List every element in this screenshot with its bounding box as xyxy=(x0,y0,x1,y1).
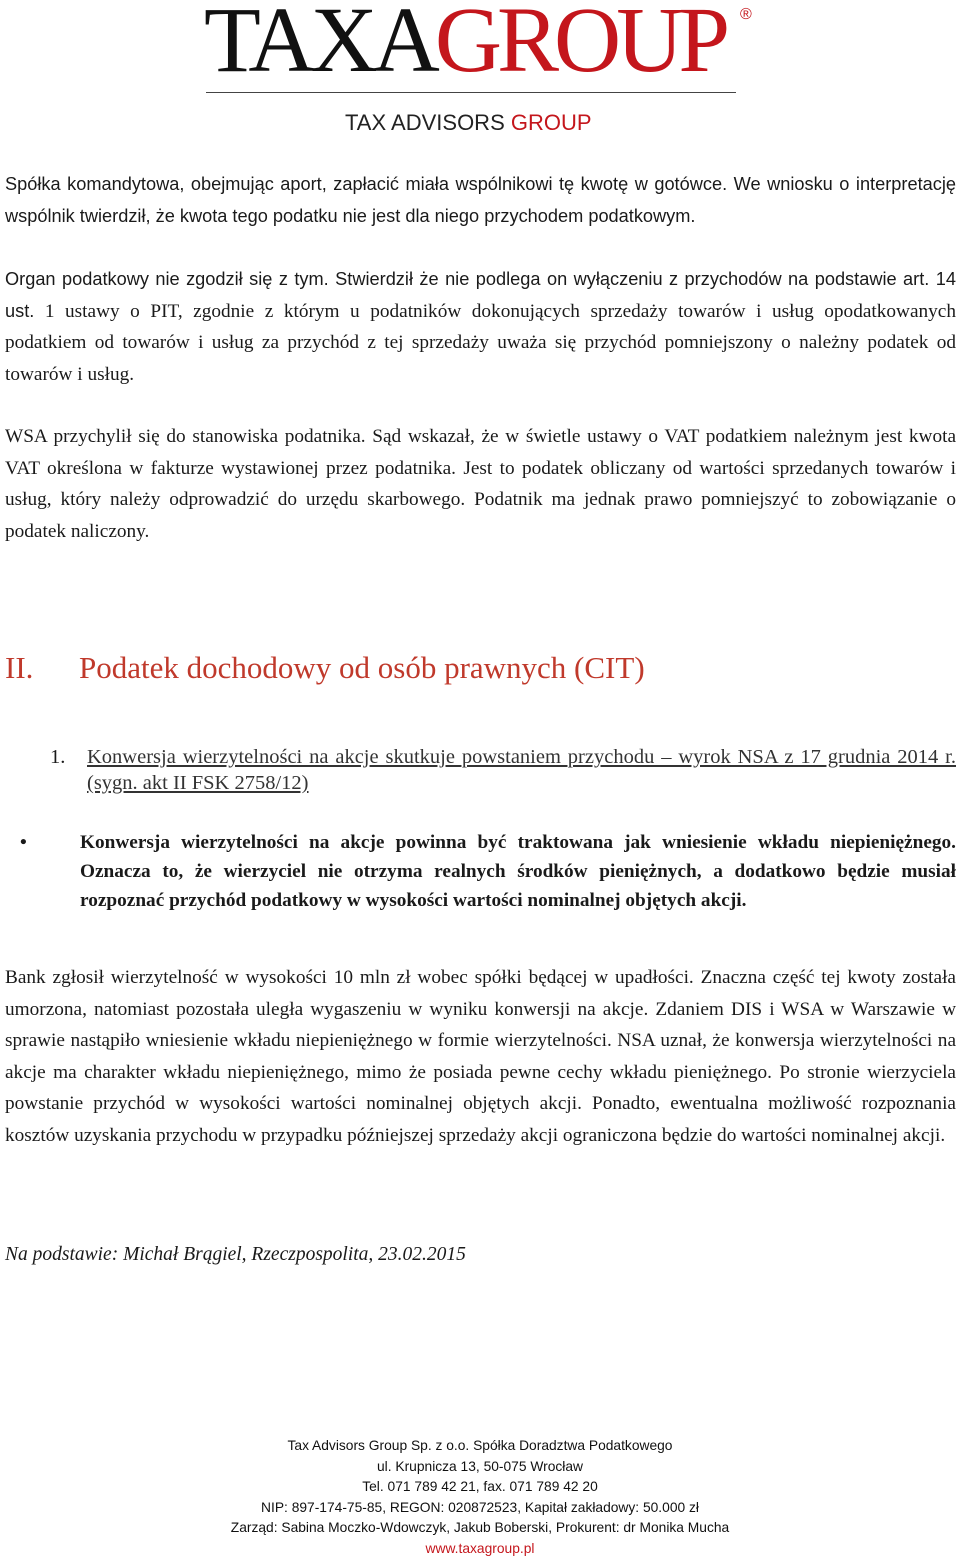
logo-wordmark xyxy=(204,0,726,92)
footer-website-link[interactable]: www.taxagroup.pl xyxy=(425,1540,535,1556)
bullet-icon: • xyxy=(20,832,27,853)
company-logo xyxy=(200,0,760,140)
logo-divider xyxy=(206,92,736,93)
paragraph-2-part-b: 1 ustawy o PIT, zgodnie z którym u podatników dokonujących sprzedaży towarów i usług opodatkowanych podatkiem od towarów i usług za przychód z tej sprzedaży uważa się przychód pomniejszony o należny podatek od towarów i usług. xyxy=(5,300,956,385)
footer-ids: NIP: 897-174-75-85, REGON: 020872523, Kapitał zakładowy: 50.000 zł xyxy=(261,1499,699,1515)
logo-tagline-black: TAX ADVISORS xyxy=(345,110,511,135)
bullet-text: Konwersja wierzytelności na akcje powinna być traktowana jak wniesienie wkładu niepieniężnego. Oznacza to, że wierzyciel nie otrzyma realnych środków pieniężnych, a dodatkowo będzie musiał rozpoznać przychód podatkowy w wysokości wartości nominalnej objętych akcji. xyxy=(80,832,956,911)
logo-tax-text: TAXA xyxy=(204,0,435,92)
logo-group-text: GROUP xyxy=(434,0,726,92)
paragraph-1: Spółka komandytowa, obejmując aport, zapłacić miała wspólnikowi tę kwotę w gotówce. We wniosku o interpretację wspólnik twierdził, że kwota tego podatku nie jest dla niego przychodem podatkowym. xyxy=(5,174,956,226)
footer-phone: Tel. 071 789 42 21, fax. 071 789 42 20 xyxy=(362,1479,598,1494)
page-footer xyxy=(0,1436,960,1559)
section-number: II. xyxy=(5,650,34,685)
item-title-link[interactable]: Konwersja wierzytelności na akcje skutkuje powstaniem przychodu – wyrok NSA z 17 grudnia 2014 r. (sygn. akt II FSK 2758/12) xyxy=(87,746,956,794)
footer-company: Tax Advisors Group Sp. z o.o. Spółka Doradztwa Podatkowego xyxy=(287,1438,673,1453)
bullet-point xyxy=(20,828,956,915)
registered-mark: ® xyxy=(740,6,752,23)
footer-address: ul. Krupnicza 13, 50-075 Wrocław xyxy=(376,1458,584,1474)
section-heading xyxy=(5,650,645,686)
paragraph-2-part-a: Organ podatkowy nie zgodził się z tym. Stwierdził że nie podlega on wyłączeniu z przychodów na podstawie art. 14 ust. xyxy=(5,269,956,321)
source-citation: Na podstawie: Michał Brągiel, Rzeczpospolita, 23.02.2015 xyxy=(5,1244,466,1265)
item-number: 1. xyxy=(50,746,66,768)
logo-tagline xyxy=(345,110,592,136)
paragraph-2 xyxy=(5,264,956,390)
logo-tagline-red: GROUP xyxy=(510,110,592,135)
section-title: Podatek dochodowy od osób prawnych (CIT) xyxy=(79,650,645,685)
footer-board: Zarząd: Sabina Moczko-Wdowczyk, Jakub Boberski, Prokurent: dr Monika Mucha xyxy=(230,1520,730,1535)
paragraph-4: Bank zgłosił wierzytelność w wysokości 10 mln zł wobec spółki będącej w upadłości. Znaczna część tej kwoty została umorzona, natomiast pozostała uległa wygaszeniu w wyniku konwersji na akcje. Zdaniem DIS i WSA w Warszawie w sprawie nastąpiło wniesienie wkładu niepieniężnego w formie wierzytelności. NSA uznał, że konwersja wierzytelności na akcje ma charakter wkładu niepieniężnego, mimo że posiada pewne cechy wkładu pieniężnego. Po stronie wierzyciela powstanie przychód w wysokości wartości nominalnej objętych akcji. Ponadto, ewentualna możliwość rozpoznania kosztów uzyskania przychodu w przypadku późniejszej sprzedaży akcji ograniczona będzie do wartości nominalnej akcji. xyxy=(5,967,956,1146)
item-heading xyxy=(50,744,956,796)
paragraph-3: WSA przychylił się do stanowiska podatnika. Sąd wskazał, że w świetle ustawy o VAT podatkiem należnym jest kwota VAT określona w fakturze wystawionej przez podatnika. Jest to podatek obliczany od wartości sprzedanych towarów i usług, który należy odprowadzić do urzędu skarbowego. Podatnik ma jednak prawo pomniejszyć to zobowiązanie o podatek naliczony. xyxy=(5,426,956,542)
